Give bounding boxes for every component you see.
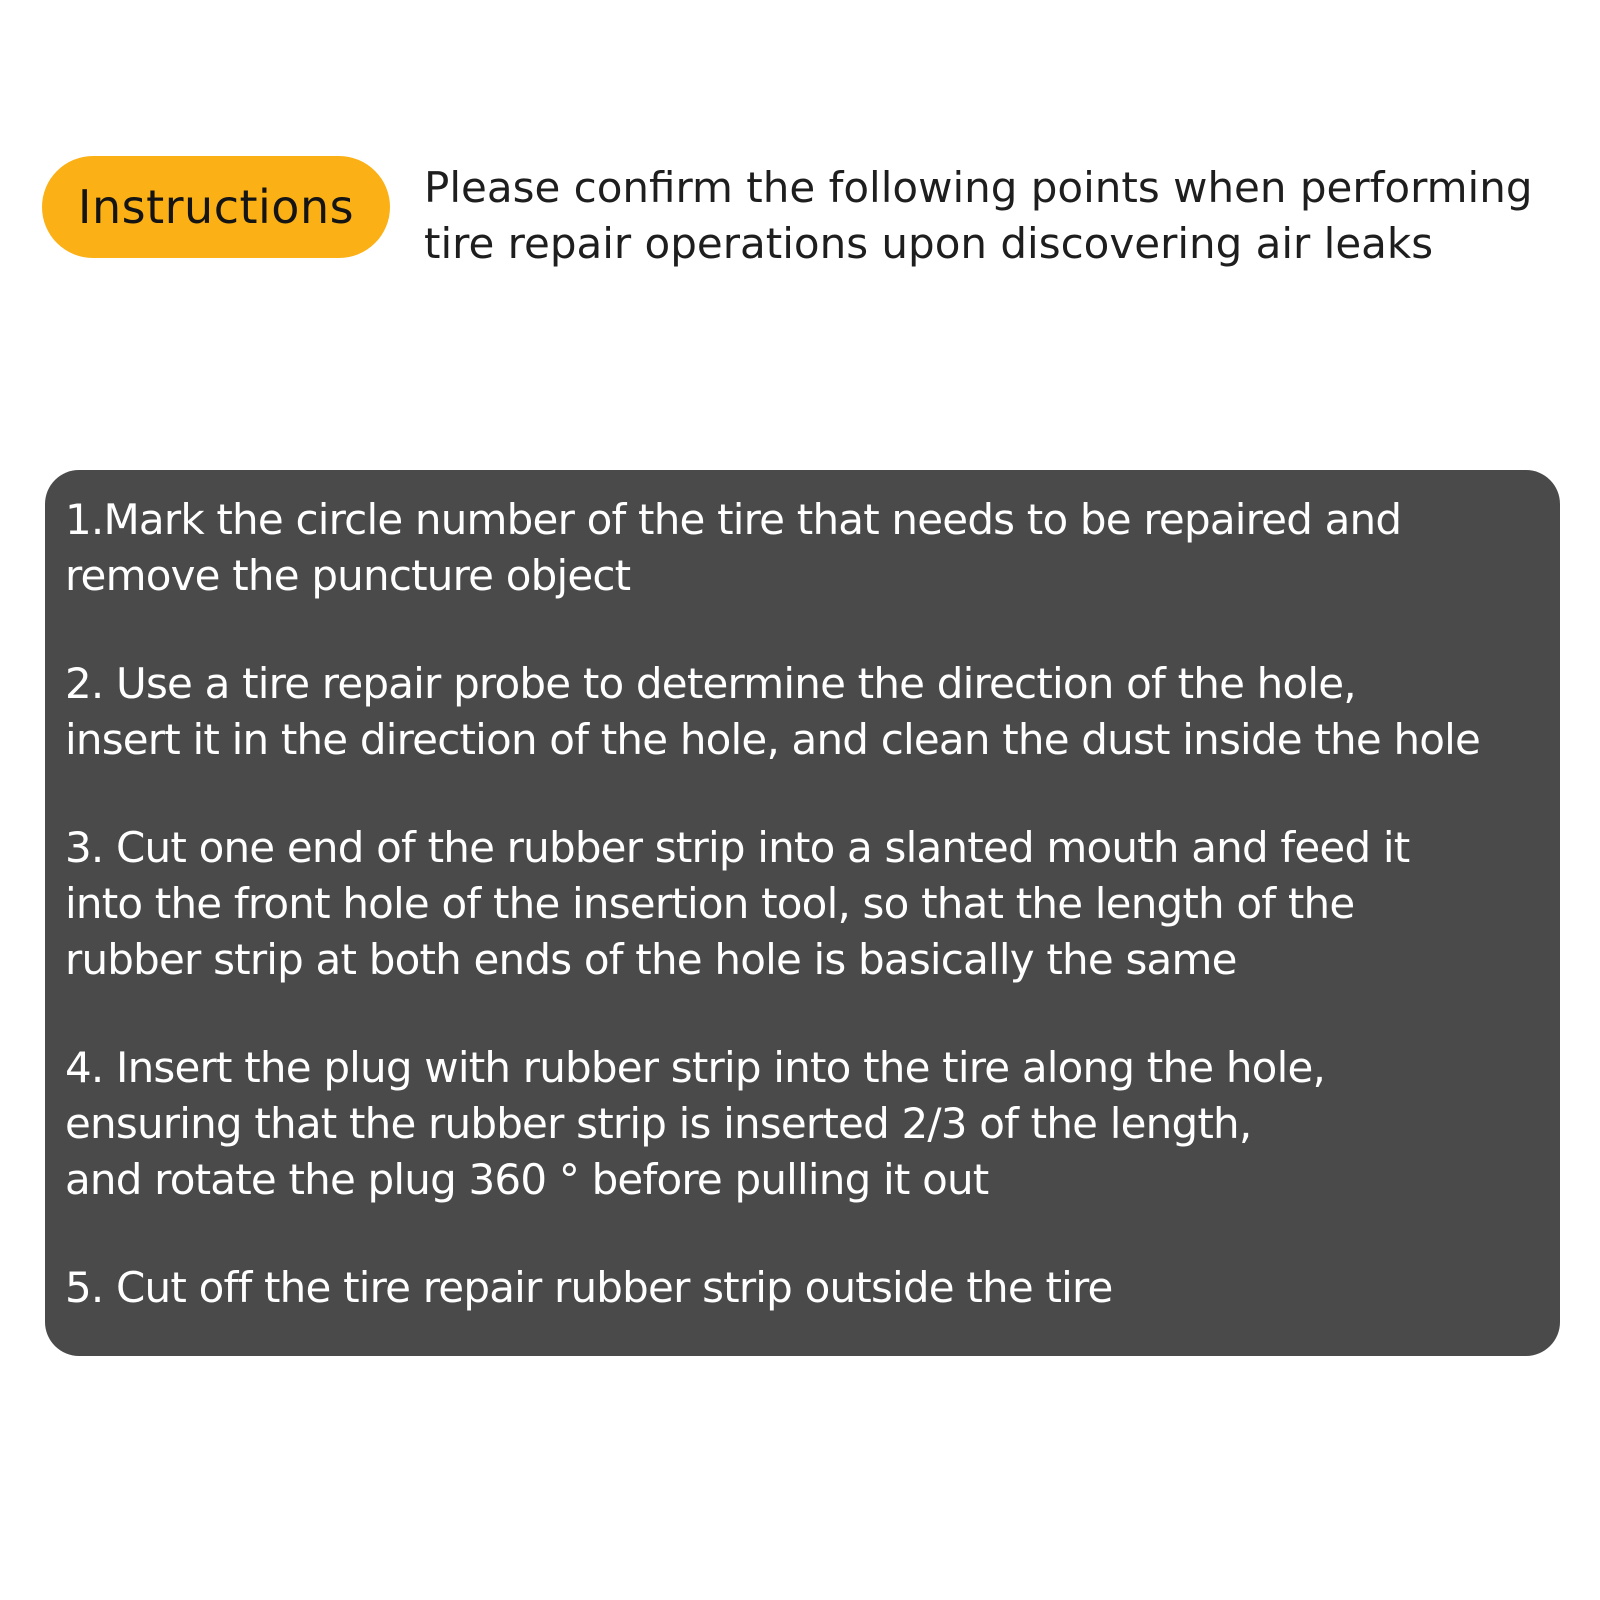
steps-panel — [45, 470, 1560, 1356]
step-5 — [65, 1260, 1560, 1316]
step-line: rubber strip at both ends of the hole is basically the same — [65, 935, 1237, 984]
step-line: remove the puncture object — [65, 551, 631, 600]
step-line: insert it in the direction of the hole, and clean the dust inside the hole — [65, 715, 1481, 764]
step-1 — [65, 492, 1560, 604]
step-line: ensuring that the rubber strip is inserted 2/3 of the length, — [65, 1099, 1252, 1148]
intro-text — [424, 160, 1594, 272]
intro-line: Please confirm the following points when performing — [424, 163, 1533, 212]
step-line: into the front hole of the insertion tool, so that the length of the — [65, 879, 1355, 928]
step-line: 1.Mark the circle number of the tire that needs to be repaired and — [65, 495, 1402, 544]
step-line: 3. Cut one end of the rubber strip into a slanted mouth and feed it — [65, 823, 1410, 872]
step-line: and rotate the plug 360 ° before pulling it out — [65, 1155, 989, 1204]
intro-line: tire repair operations upon discovering air leaks — [424, 219, 1434, 268]
step-2 — [65, 656, 1560, 768]
instructions-badge: Instructions — [42, 156, 390, 258]
step-3 — [65, 820, 1560, 988]
step-line: 4. Insert the plug with rubber strip into the tire along the hole, — [65, 1043, 1326, 1092]
step-line: 5. Cut off the tire repair rubber strip outside the tire — [65, 1263, 1113, 1312]
step-line: 2. Use a tire repair probe to determine the direction of the hole, — [65, 659, 1356, 708]
step-4 — [65, 1040, 1560, 1208]
